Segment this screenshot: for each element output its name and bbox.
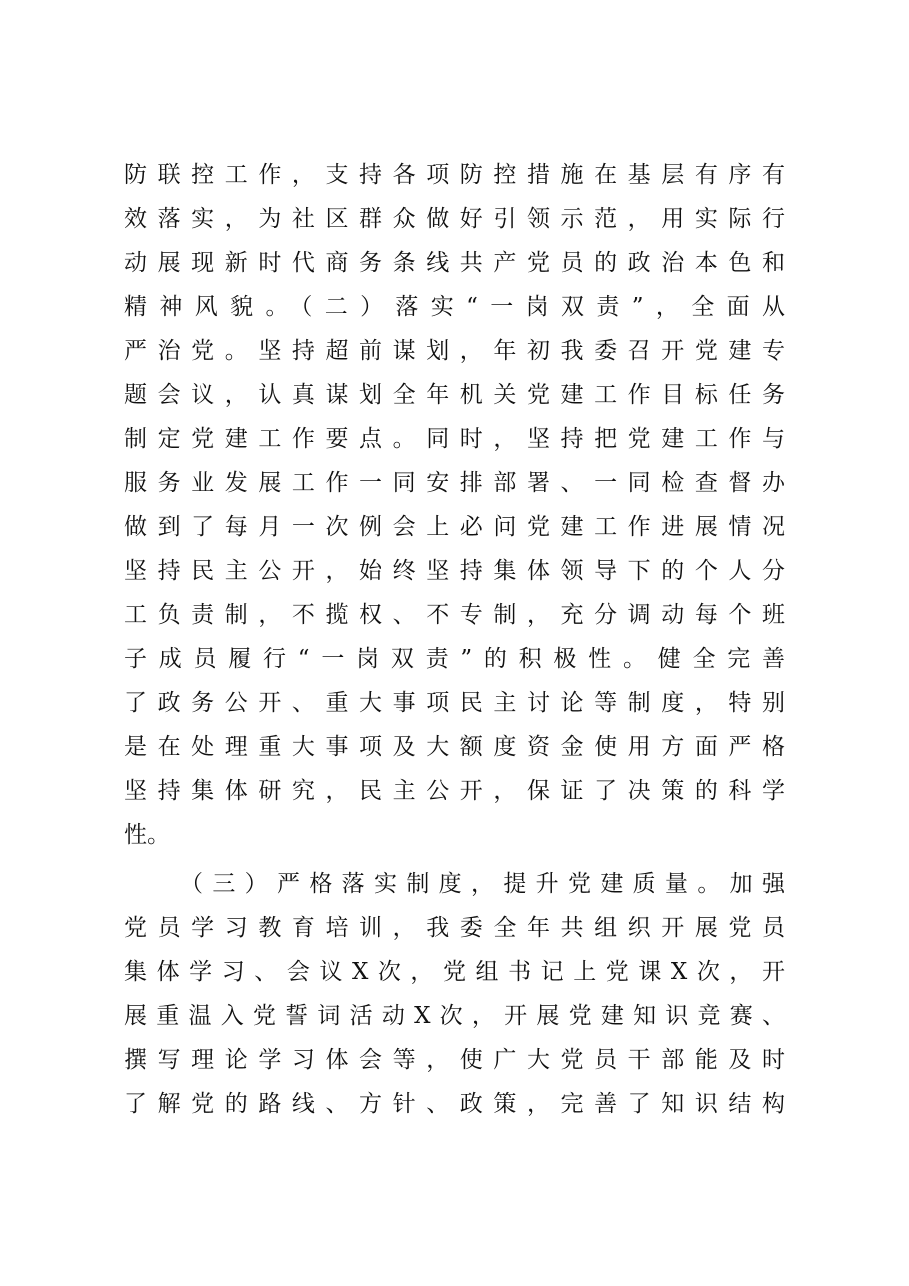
text-line: 防联控工作，支持各项防控措施在基层有序有: [124, 162, 785, 188]
text-line: 精神风貌。（二）落实“一岗双责”，全面从: [124, 294, 785, 320]
text-line: 撰写理论学习体会等，使广大党员干部能及时: [124, 1047, 785, 1073]
text-line: 动展现新时代商务条线共产党员的政治本色和: [124, 250, 785, 276]
text-line: 效落实，为社区群众做好引领示范，用实际行: [124, 206, 785, 232]
text-line: 坚持集体研究，民主公开，保证了决策的科学: [124, 778, 785, 804]
text-line: 坚持民主公开，始终坚持集体领导下的个人分: [124, 558, 785, 584]
text-line: 党员学习教育培训，我委全年共组织开展党员: [124, 915, 785, 941]
text-line: 题会议，认真谋划全年机关党建工作目标任务: [124, 382, 785, 408]
text-line: 了政务公开、重大事项民主讨论等制度，特别: [124, 690, 785, 716]
text-line: 工负责制，不揽权、不专制，充分调动每个班: [124, 602, 785, 628]
text-line: 集体学习、会议X次，党组书记上党课X次，开: [124, 959, 785, 985]
text-line: 了解党的路线、方针、政策，完善了知识结构: [124, 1091, 785, 1117]
text-line: 严治党。坚持超前谋划，年初我委召开党建专: [124, 338, 785, 364]
text-line: 展重温入党誓词活动X次，开展党建知识竞赛、: [124, 1003, 785, 1029]
text-line: 是在处理重大事项及大额度资金使用方面严格: [124, 734, 785, 760]
text-line: 性。: [124, 822, 170, 848]
text-line: 制定党建工作要点。同时，坚持把党建工作与: [124, 426, 785, 452]
text-line: 子成员履行“一岗双责”的积极性。健全完善: [124, 646, 785, 672]
text-line: （三）严格落实制度，提升党建质量。加强: [180, 871, 785, 897]
text-line: 服务业发展工作一同安排部署、一同检查督办: [124, 470, 785, 496]
text-line: 做到了每月一次例会上必问党建工作进展情况: [124, 514, 785, 540]
